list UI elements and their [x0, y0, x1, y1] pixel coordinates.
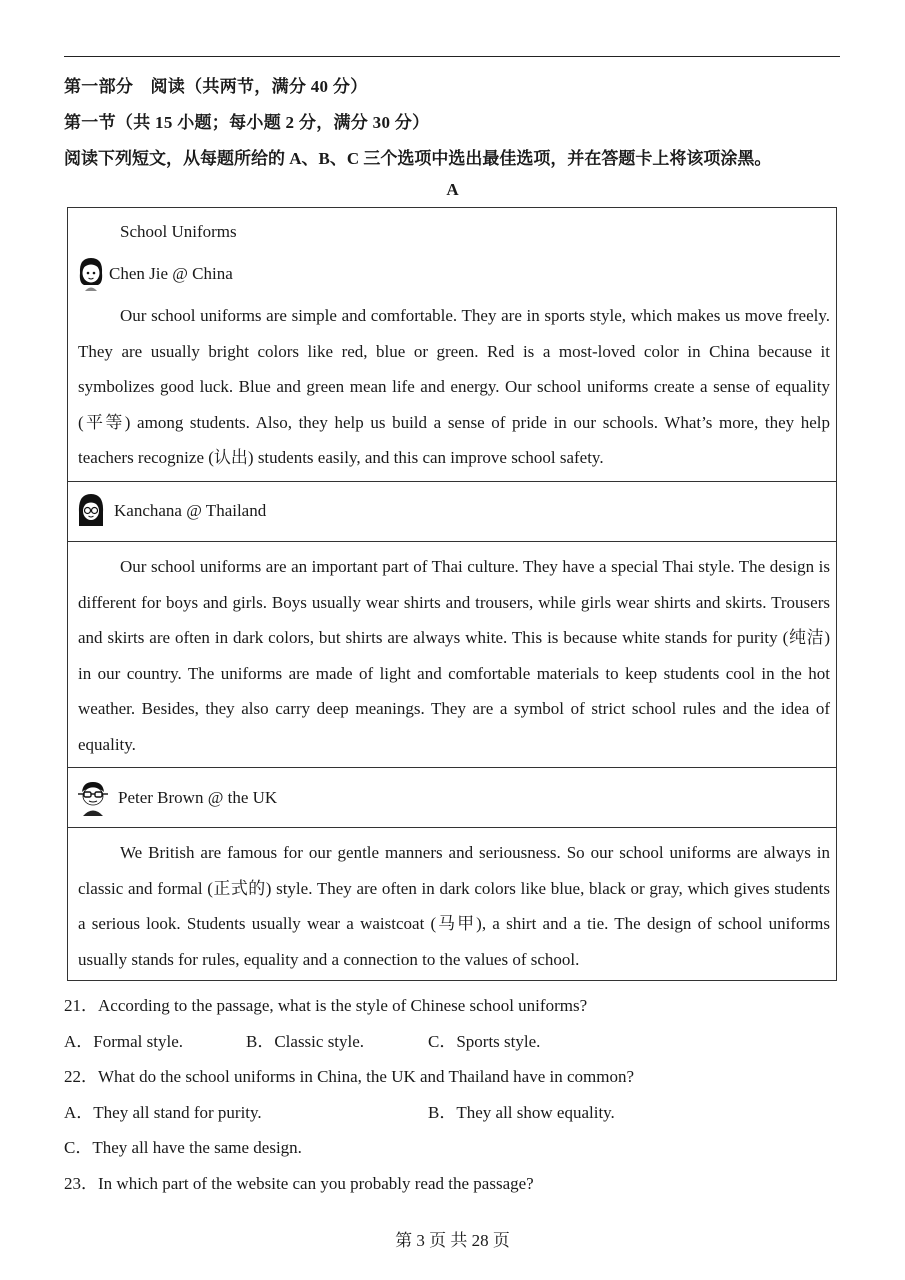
paragraph-china: Our school uniforms are simple and comfortable. They are in sports style, which makes us move freely. They are usually bright colors like red, blue or green. Red is a most-loved color in China because it symbolizes good luck. Blue and green mean life and energy. Our school uniforms create a sense of equality (平等) among students. Also, they help us build a sense of pride in our schools. What’s more, they help teachers recognize (认出) students easily, and this can improve school safety.: [78, 306, 830, 467]
part-heading: 第一部分 阅读（共两节，满分 40 分）: [64, 77, 368, 96]
question-22: 22．What do the school uniforms in China, the UK and Thailand have in common?: [64, 1067, 635, 1086]
paragraph-thailand: Our school uniforms are an important part of Thai culture. They have a special Thai style. The design is different for boys and girls. Boys usually wear shirts and trousers, while girls wear shirts and skirts. Trousers and skirts are often in dark colors, but shirts are always white. This is because white stands for purity (纯洁) in our country. The uniforms are made of light and comfortable materials to keep students cool in the hot weather. Besides, they also carry deep meanings. They are a symbol of strict school rules and the idea of equality.: [78, 557, 830, 754]
instructions: 阅读下列短文，从每题所给的 A、B、C 三个选项中选出最佳选项，并在答题卡上将该项涂黑。: [64, 149, 772, 168]
author-chen-jie: Chen Jie @ China: [109, 264, 233, 283]
option-22-a: A．They all stand for purity.: [64, 1103, 262, 1122]
passage-box: [67, 207, 837, 981]
glasses-girl-avatar-icon: [76, 492, 106, 528]
section-heading: 第一节（共 15 小题；每小题 2 分，满分 30 分）: [64, 113, 430, 132]
divider: [68, 481, 836, 482]
author-kanchana: Kanchana @ Thailand: [114, 501, 267, 520]
option-22-b: B．They all show equality.: [428, 1103, 615, 1122]
divider: [68, 767, 836, 768]
option-21-b: B．Classic style.: [246, 1032, 365, 1051]
option-22-c: C．They all have the same design.: [64, 1138, 302, 1157]
passage-letter: A: [446, 180, 459, 199]
divider: [68, 827, 836, 828]
passage-title: School Uniforms: [120, 222, 237, 241]
girl-avatar-icon: [76, 255, 106, 291]
paragraph-uk: We British are famous for our gentle manners and seriousness. So our school uniforms are always in classic and formal (正式的) style. They are often in dark colors like blue, black or gray, which gives students a serious look. Students usually wear a waistcoat (马甲), a shirt and a tie. The design of school uniforms usually stands for rules, equality and a connection to the values of school.: [78, 843, 830, 969]
option-21-a: A．Formal style.: [64, 1032, 183, 1051]
page-footer: 第 3 页 共 28 页: [395, 1231, 510, 1250]
option-21-c: C．Sports style.: [428, 1032, 541, 1051]
question-21: 21．According to the passage, what is the style of Chinese school uniforms?: [64, 996, 588, 1015]
question-23: 23．In which part of the website can you probably read the passage?: [64, 1174, 534, 1193]
top-rule: [64, 56, 840, 57]
author-peter-brown: Peter Brown @ the UK: [118, 788, 278, 807]
glasses-boy-avatar-icon: [76, 780, 110, 816]
divider: [68, 541, 836, 542]
